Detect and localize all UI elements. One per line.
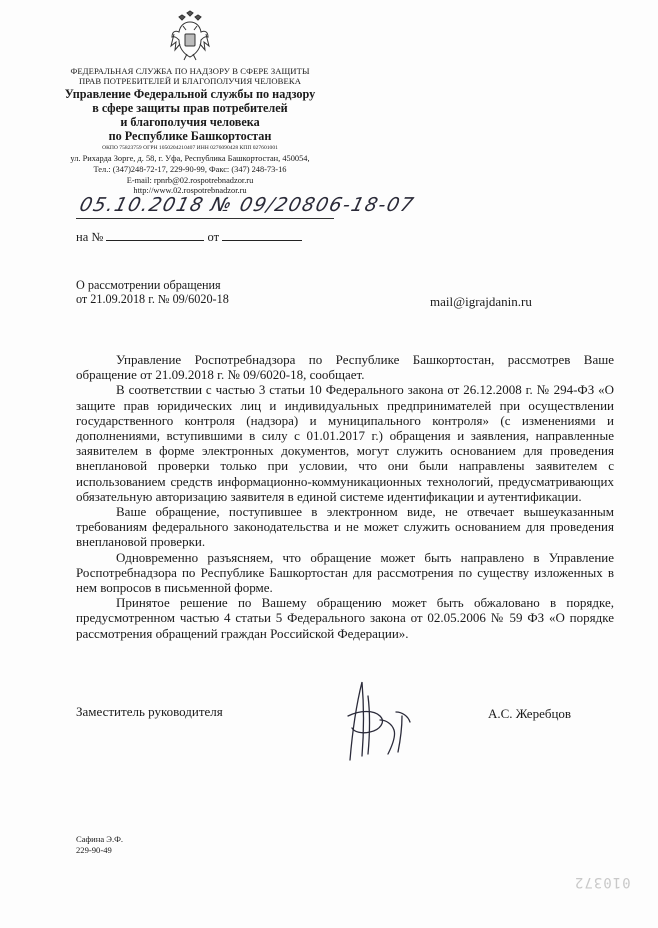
department-name-line3: и благополучия человека <box>120 115 260 129</box>
email-line: E-mail: rpnrb@02.rospotrebnadzor.ru <box>126 176 254 185</box>
na-label: на № <box>76 230 104 244</box>
signatory-title: Заместитель руководителя <box>76 704 223 719</box>
handwritten-signature <box>340 676 414 762</box>
addressee-email: mail@igrajdanin.ru <box>430 294 532 309</box>
registration-codes: ОКПО 75823759 ОГРН 1050204210407 ИНН 0276090428 КПП 027601001 <box>102 145 278 151</box>
body-paragraph-3: Ваше обращение, поступившее в электронном виде, не отвечает вышеуказанным требованиям федерального законодательства и не может служить основанием для проведения внеплановой проверки. <box>76 504 614 550</box>
outgoing-underline <box>76 218 334 219</box>
address-line2: Тел.: (347)248-72-17, 229-90-99, Факс: (347) 248-73-16 <box>93 165 287 174</box>
department-name-line4: по Республике Башкортостан <box>108 129 272 143</box>
na-blank <box>106 228 204 241</box>
body-paragraph-1: Управление Роспотребнадзора по Республике Башкортостан, рассмотрев Ваше обращение от 21.09.2018 г. № 09/6020-18, сообщает. <box>76 352 614 383</box>
letter-body <box>76 352 614 641</box>
signatory-name: А.С. Жеребцов <box>488 706 572 721</box>
subject-block <box>76 278 229 306</box>
agency-name-line1: ФЕДЕРАЛЬНАЯ СЛУЖБА ПО НАДЗОРУ В СФЕРЕ ЗАЩИТЫ <box>70 66 310 76</box>
handwritten-date-number: 05.10.2018 № 09/20806-18-07 <box>77 194 417 216</box>
website-line: http://www.02.rospotrebnadzor.ru <box>133 186 247 195</box>
document-stamp-number: 010372 <box>574 874 631 890</box>
subject-line1: О рассмотрении обращения <box>76 278 221 292</box>
subject-line2: от 21.09.2018 г. № 09/6020-18 <box>76 292 229 306</box>
reference-line <box>76 228 302 245</box>
executor-block <box>76 834 123 855</box>
coat-of-arms-icon <box>170 10 210 62</box>
body-paragraph-2: В соответствии с частью 3 статьи 10 Федерального закона от 26.12.2008 г. № 294-ФЗ «О защите прав юридических лиц и индивидуальных предпринимателей при осуществлении государственного контроля (надзора) и муниципального контроля» (с изменениями и дополнениями, вступившими в силу с 01.01.2017 г.) обращения и заявления, направленные заявителем в форме электронных документов, могут служить основанием для проведения внеплановой проверки только при условии, что они были направлены заявителем с использованием средств информационно-коммуникационных технологий, предусматривающих обязательную авторизацию заявителя в единой системе идентификации и аутентификации. <box>76 382 614 504</box>
address-line1: ул. Рихарда Зорге, д. 58, г. Уфа, Республика Башкортостан, 450054, <box>70 154 310 163</box>
ot-blank <box>222 228 302 241</box>
department-name-line1: Управление Федеральной службы по надзору <box>64 87 316 101</box>
department-name-line2: в сфере защиты прав потребителей <box>92 101 288 115</box>
executor-name: Сафина Э.Ф. <box>76 834 124 844</box>
agency-name-line2: ПРАВ ПОТРЕБИТЕЛЕЙ И БЛАГОПОЛУЧИЯ ЧЕЛОВЕКА <box>78 76 302 86</box>
executor-phone: 229-90-49 <box>76 844 112 855</box>
ot-label: от <box>207 230 220 244</box>
body-paragraph-4: Одновременно разъясняем, что обращение может быть направлено в Управление Роспотребнадзора по Республике Башкортостан для рассмотрения по существу изложенных в нем вопросов в письменной форме. <box>76 549 614 596</box>
outgoing-number-field <box>76 194 417 224</box>
body-paragraph-5: Принятое решение по Вашему обращению может быть обжаловано в порядке, предусмотренном частью 4 статьи 5 Федерального закона от 02.05.2006 № 59 ФЗ «О порядке рассмотрения обращений граждан Российской Федерации». <box>76 595 614 641</box>
